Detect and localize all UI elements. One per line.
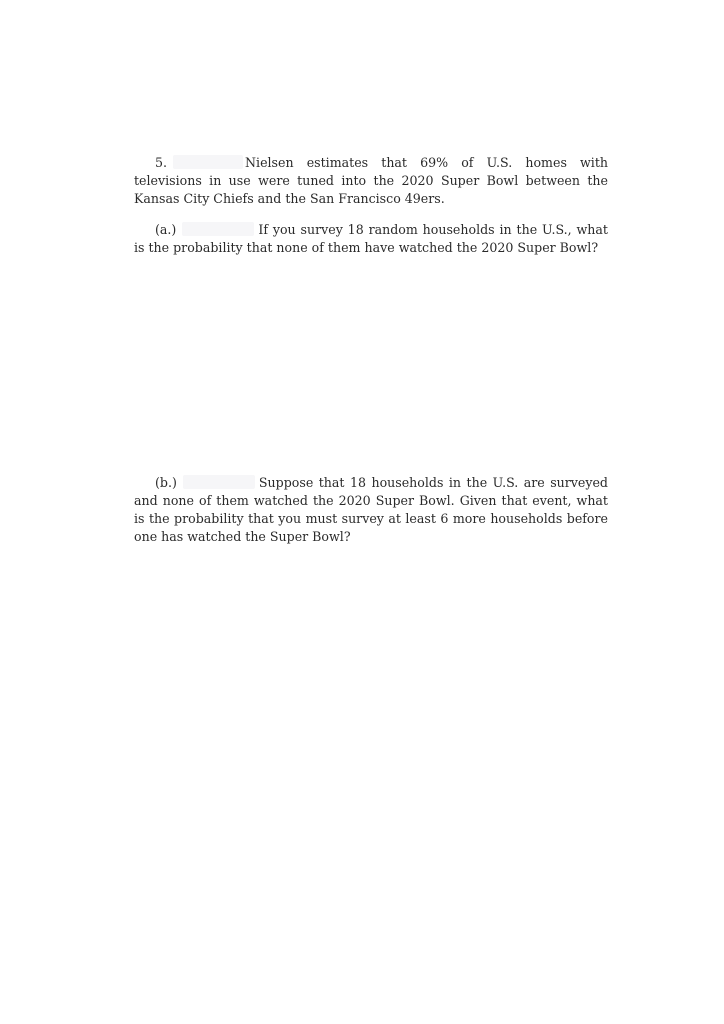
part-a-label: (a.) bbox=[155, 222, 177, 237]
part-b-label: (b.) bbox=[155, 475, 177, 490]
problem-text: Nielsen estimates that 69% of U.S. homes with televisions in use were tuned into the 2020 Super Bowl between the Kansas City Chiefs and the San Francisco 49ers. bbox=[134, 155, 608, 206]
redacted-points-box bbox=[182, 222, 254, 236]
redacted-points-box bbox=[173, 155, 243, 169]
redacted-points-box bbox=[183, 475, 255, 489]
part-b bbox=[134, 474, 608, 546]
problem-5 bbox=[134, 154, 608, 208]
part-a-text: If you survey 18 random households in the U.S., what is the probability that none of them have watched the 2020 Super Bowl? bbox=[134, 222, 608, 255]
problem-number: 5. bbox=[155, 155, 168, 170]
part-b-text: Suppose that 18 households in the U.S. are surveyed and none of them watched the 2020 Super Bowl. Given that event, what is the probability that you must survey at least 6 more households before one has watched the Super Bowl? bbox=[134, 475, 608, 544]
part-a bbox=[134, 221, 608, 257]
